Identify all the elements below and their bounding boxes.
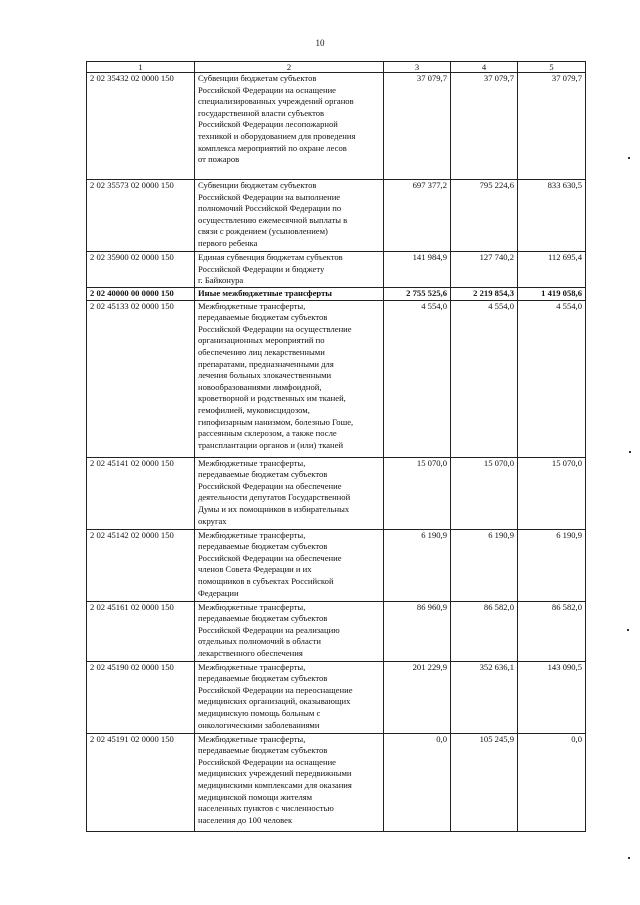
amount-col5-cell: 0,0 [518,733,586,831]
amount-col5-cell: 833 630,5 [518,180,586,252]
budget-code-cell: 2 02 45141 02 0000 150 [87,457,195,529]
amount-col4-cell: 352 636,1 [451,661,518,733]
description-cell: Единая субвенция бюджетам субъектов Российской Федерации и бюджету г. Байконура [195,252,384,288]
amount-col3-cell: 4 554,0 [384,300,451,457]
budget-code-cell: 2 02 45142 02 0000 150 [87,529,195,601]
amount-col3-cell: 37 079,7 [384,73,451,180]
column-header-5: 5 [518,62,586,73]
amount-col4-cell: 4 554,0 [451,300,518,457]
budget-code-cell: 2 02 45161 02 0000 150 [87,601,195,661]
amount-col4-cell: 127 740,2 [451,252,518,288]
description-cell: Межбюджетные трансферты, передаваемые бюджетам субъектов Российской Федерации на обеспечение деятельности депутатов Государственной Думы и их помощников в избирательных округах [195,457,384,529]
budget-code-cell: 2 02 35432 02 0000 150 [87,73,195,180]
budget-code-cell: 2 02 40000 00 0000 150 [87,288,195,301]
amount-col4-cell: 15 070,0 [451,457,518,529]
scan-speck [628,857,630,859]
budget-code-cell: 2 02 35900 02 0000 150 [87,252,195,288]
amount-col3-cell: 6 190,9 [384,529,451,601]
amount-col3-cell: 697 377,2 [384,180,451,252]
amount-col3-cell: 201 229,9 [384,661,451,733]
amount-col4-cell: 6 190,9 [451,529,518,601]
amount-col4-cell: 86 582,0 [451,601,518,661]
amount-col5-cell: 1 419 058,6 [518,288,586,301]
scan-speck [628,157,630,159]
description-cell: Межбюджетные трансферты, передаваемые бюджетам субъектов Российской Федерации на оснащение медицинских учреждений передвижными медицинскими комплексами для оказания медицинской помощи жителям населенных пунктов с численностью населения до 100 человек [195,733,384,831]
description-cell: Межбюджетные трансферты, передаваемые бюджетам субъектов Российской Федерации на переоснащение медицинских организаций, оказывающих медицинскую помощь больным с онкологическими заболеваниями [195,661,384,733]
budget-code-cell: 2 02 45191 02 0000 150 [87,733,195,831]
amount-col5-cell: 4 554,0 [518,300,586,457]
description-cell: Межбюджетные трансферты, передаваемые бюджетам субъектов Российской Федерации на осуществление организационных мероприятий по обеспечению лиц лекарственными препаратами, предназначенными для лечения больных злокачественными новообразованиями лимфоидной, кроветворной и родственных им тканей, гемофилией, муковисцидозом, гипофизарным нанизмом, болезнью Гоше, рассеянным склерозом, а также после трансплантации органов и (или) тканей [195,300,384,457]
budget-table [86,61,586,832]
table-row [87,73,586,180]
description-cell: Субвенции бюджетам субъектов Российской Федерации на оснащение специализированных учреждений органов государственной власти субъектов Российской Федерации лесопожарной техникой и оборудованием для проведения комплекса мероприятий по охране лесов от пожаров [195,73,384,180]
amount-col5-cell: 6 190,9 [518,529,586,601]
description-cell: Субвенции бюджетам субъектов Российской Федерации на выполнение полномочий Российской Федерации по осуществлению ежемесячной выплаты в связи с рождением (усыновлением) первого ребенка [195,180,384,252]
amount-col3-cell: 0,0 [384,733,451,831]
description-cell: Межбюджетные трансферты, передаваемые бюджетам субъектов Российской Федерации на обеспечение членов Совета Федерации и их помощников в субъектах Российской Федерации [195,529,384,601]
amount-col5-cell: 143 090,5 [518,661,586,733]
description-cell: Иные межбюджетные трансферты [195,288,384,301]
budget-code-cell: 2 02 45190 02 0000 150 [87,661,195,733]
scan-speck [627,629,629,631]
column-header-3: 3 [384,62,451,73]
amount-col5-cell: 86 582,0 [518,601,586,661]
budget-code-cell: 2 02 45133 02 0000 150 [87,300,195,457]
table-row [87,457,586,529]
budget-code-cell: 2 02 35573 02 0000 150 [87,180,195,252]
column-header-1: 1 [87,62,195,73]
amount-col4-cell: 37 079,7 [451,73,518,180]
table-row [87,252,586,288]
amount-col4-cell: 2 219 854,3 [451,288,518,301]
column-header-4: 4 [451,62,518,73]
table-row [87,300,586,457]
page-number: 10 [315,38,325,48]
amount-col5-cell: 112 695,4 [518,252,586,288]
table-row [87,529,586,601]
amount-col3-cell: 86 960,9 [384,601,451,661]
header-row [87,62,586,73]
table-row [87,180,586,252]
description-cell: Межбюджетные трансферты, передаваемые бюджетам субъектов Российской Федерации на реализацию отдельных полномочий в области лекарственного обеспечения [195,601,384,661]
amount-col4-cell: 105 245,9 [451,733,518,831]
table-body [87,73,586,832]
amount-col3-cell: 141 984,9 [384,252,451,288]
amount-col3-cell: 2 755 525,6 [384,288,451,301]
table-row [87,733,586,831]
table-row [87,288,586,301]
scan-speck [629,451,631,453]
table-row [87,661,586,733]
amount-col5-cell: 15 070,0 [518,457,586,529]
amount-col3-cell: 15 070,0 [384,457,451,529]
amount-col5-cell: 37 079,7 [518,73,586,180]
column-header-2: 2 [195,62,384,73]
amount-col4-cell: 795 224,6 [451,180,518,252]
table-row [87,601,586,661]
